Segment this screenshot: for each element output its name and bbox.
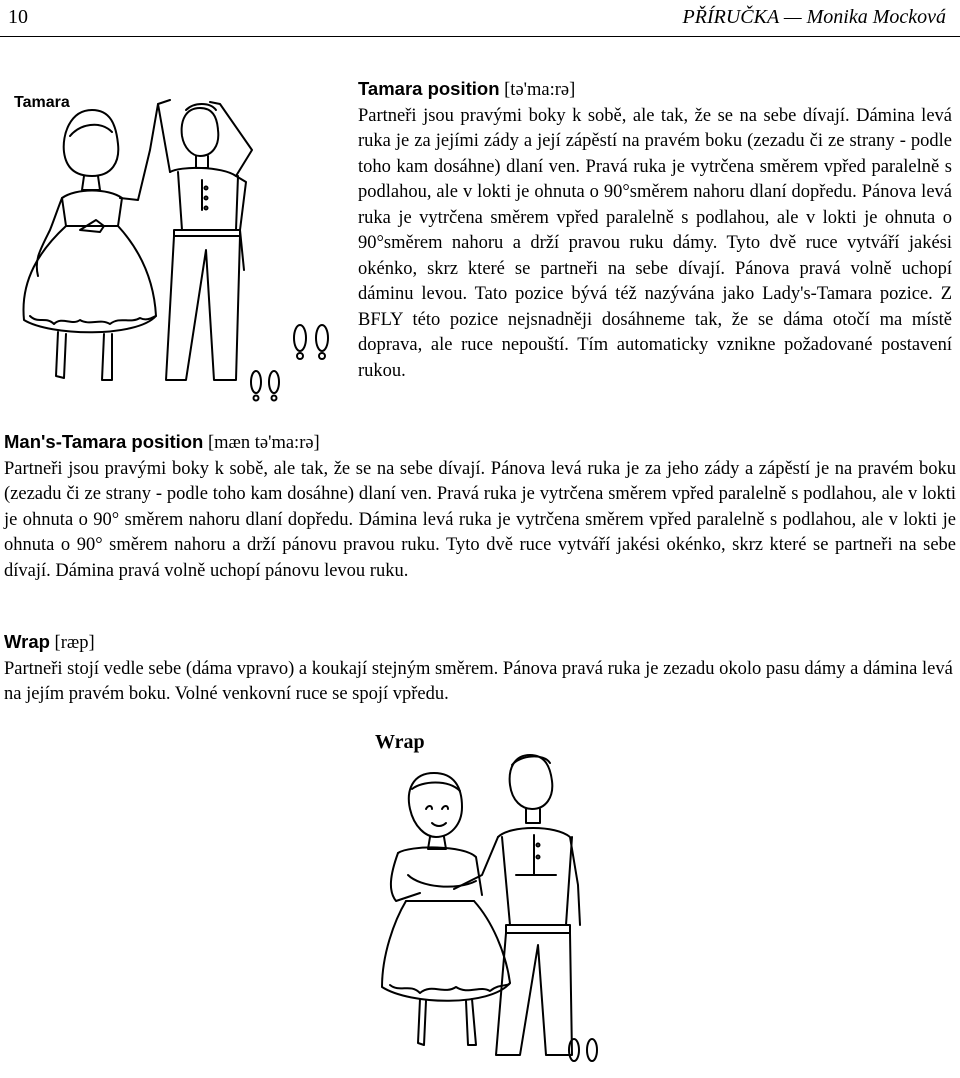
- mans-tamara-heading: [4, 429, 956, 457]
- tamara-illustration: [0, 80, 345, 410]
- wrap-heading: [4, 629, 956, 657]
- mans-tamara-section: [4, 429, 956, 584]
- tamara-couple-drawing: [0, 80, 345, 410]
- mans-tamara-title: Man's-Tamara position: [4, 431, 204, 452]
- wrap-title: Wrap: [4, 631, 50, 652]
- tamara-title: Tamara position: [358, 78, 500, 99]
- header-rule: [0, 36, 960, 37]
- wrap-illustration: [360, 725, 660, 1075]
- tamara-figure-label: Tamara: [14, 94, 70, 111]
- running-head: PŘÍRUČKA — Monika Mocková: [682, 6, 946, 28]
- wrap-body: Partneři stojí vedle sebe (dáma vpravo) a koukají stejným směrem. Pánova pravá ruka je zezadu okolo pasu dámy a dámina levá na jejím pravém boku. Volné venkovní ruce se spojí vpředu.: [4, 658, 953, 704]
- wrap-figure-label: Wrap: [375, 731, 425, 753]
- tamara-body: Partneři jsou pravými boky k sobě, ale tak, že se na sebe dívají. Dámina levá ruka je za jejími zády a její zápěstí na pravém boku (zezadu či ze strany - podle toho kam dosáhne) dlaní ven. Pravá ruka je vytrčena směrem vpřed paralelně s podlahou, ale v lokti je ohnuta o 90°směrem nahoru dlaní dopředu. Pánova levá ruka je vytrčena směrem vpřed paralelně s podlahou, ale v lokti je ohnuta o 90°směrem nahoru a drží pravou ruku dámy. Tyto dvě ruce vytváří jakési okénko, skrz které se partneři na sebe dívají. Pánova pravá volně uchopí dáminu levou. Tato pozice bývá též nazývána jako Lady's-Tamara pozice. Z BFLY této pozice nejsnadněji dosáhneme tak, že se dáma otočí ma místě doprava, ale ruce nepouští. Tím automaticky vznikne požadované postavení rukou.: [358, 105, 952, 381]
- page-number: 10: [8, 6, 28, 28]
- wrap-phonetic: [ræp]: [54, 633, 95, 653]
- mans-tamara-body: Partneři jsou pravými boky k sobě, ale tak, že se na sebe dívají. Pánova levá ruka je za jeho zády a zápěstí je na pravém boku (zezadu či ze strany - podle toho kam dosáhne) dlaní ven. Pravá ruka je vytrčena směrem vpřed paralelně s podlahou, ale v lokti je ohnuta o 90° směrem nahoru dlaní dopředu. Dámina levá ruka je vytrčena směrem vpřed paralelně s podlahou, ale v lokti je ohnuta o 90° směrem nahoru a drží pánovu pravou ruku. Tyto dvě ruce vytváří jakési okénko, skrz které se partneři na sebe dívají. Dámina pravá volně uchopí pánovu levou ruku.: [4, 458, 956, 581]
- wrap-section: [4, 629, 956, 708]
- tamara-heading: [358, 76, 952, 104]
- mans-tamara-phonetic: [mæn tə'ma:rə]: [208, 433, 320, 453]
- wrap-couple-drawing: [360, 725, 660, 1075]
- tamara-section: [358, 76, 952, 384]
- tamara-phonetic: [tə'ma:rə]: [504, 80, 576, 100]
